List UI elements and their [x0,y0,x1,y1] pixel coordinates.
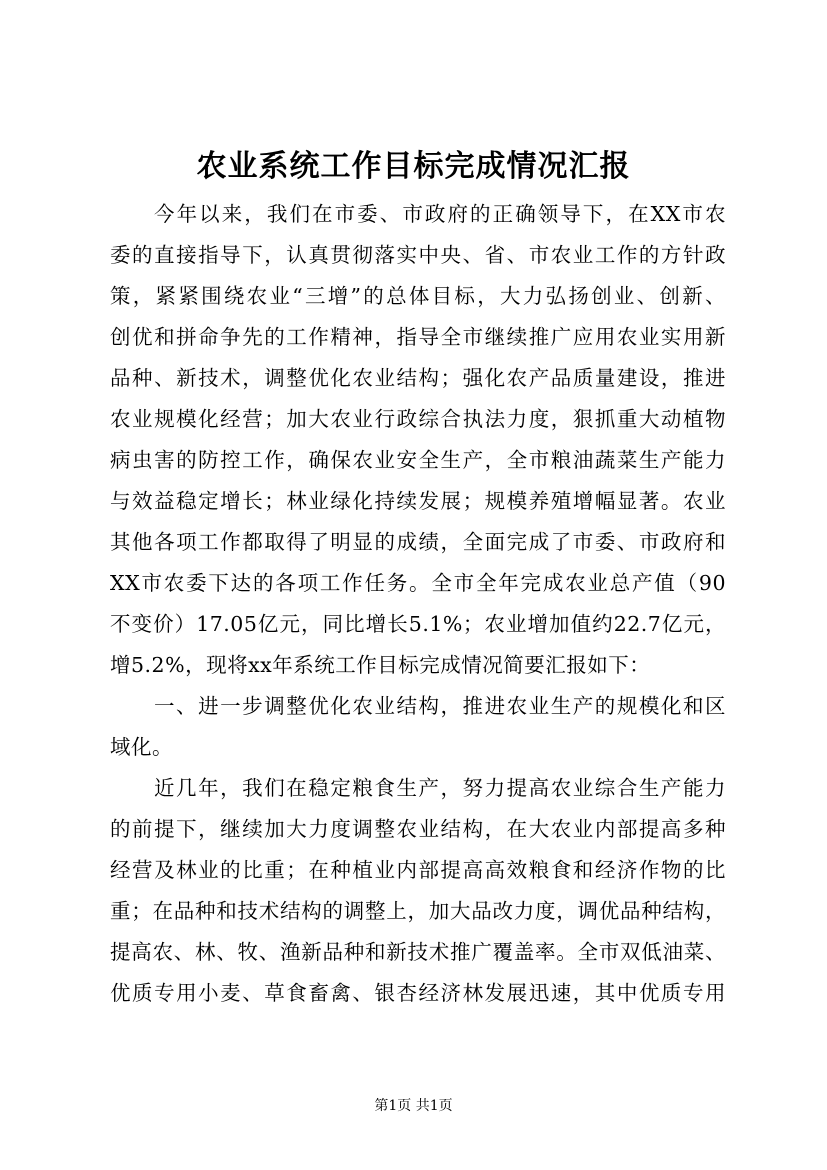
paragraph-line: 品种、新技术，调整优化农业结构；强化农产品质量建设，推进 [110,366,726,390]
paragraph-line: 的前提下，继续加大力度调整农业结构，在大农业内部提高多种 [110,817,726,841]
paragraph-line: 经营及林业的比重；在种植业内部提高高效粮食和经济作物的比 [110,858,726,882]
paragraph-line: 提高农、林、牧、渔新品种和新技术推广覆盖率。全市双低油菜、 [110,940,726,964]
section-heading-line: 一、进一步调整优化农业结构，推进农业生产的规模化和区 [154,694,726,718]
paragraph-line: 创优和拼命争先的工作精神，指导全市继续推广应用农业实用新 [110,325,726,349]
paragraph-line: 策，紧紧围绕农业“三增”的总体目标，大力弘扬创业、创新、 [110,284,726,308]
paragraph-line: XX市农委下达的各项工作任务。全市全年完成农业总产值（90 [110,571,726,595]
document-title: 农业系统工作目标完成情况汇报 [196,149,631,184]
paragraph-line: 与效益稳定增长；林业绿化持续发展；规模养殖增幅显著。农业 [110,489,726,513]
paragraph-line: 农业规模化经营；加大农业行政综合执法力度，狠抓重大动植物 [110,407,726,431]
paragraph-line: 重；在品种和技术结构的调整上，加大品改力度，调优品种结构， [110,899,726,923]
paragraph-line: 今年以来，我们在市委、市政府的正确领导下，在XX市农 [154,202,726,226]
section-heading-line: 域化。 [110,735,173,759]
paragraph-line: 不变价）17.05亿元，同比增长5.1%；农业增加值约22.7亿元， [110,612,726,636]
paragraph-line: 病虫害的防控工作，确保农业安全生产，全市粮油蔬菜生产能力 [110,448,726,472]
paragraph-line: 增5.2%，现将xx年系统工作目标完成情况简要汇报如下： [110,653,651,677]
document-body [110,194,726,1014]
paragraph-line: 其他各项工作都取得了明显的成绩，全面完成了市委、市政府和 [110,530,726,554]
paragraph-line: 近几年，我们在稳定粮食生产，努力提高农业综合生产能力 [154,776,726,800]
paragraph-line: 优质专用小麦、草食畜禽、银杏经济林发展迅速，其中优质专用 [110,981,726,1005]
page-footer: 第1页 共1页 [374,1098,453,1114]
paragraph-line: 委的直接指导下，认真贯彻落实中央、省、市农业工作的方针政 [110,243,726,267]
